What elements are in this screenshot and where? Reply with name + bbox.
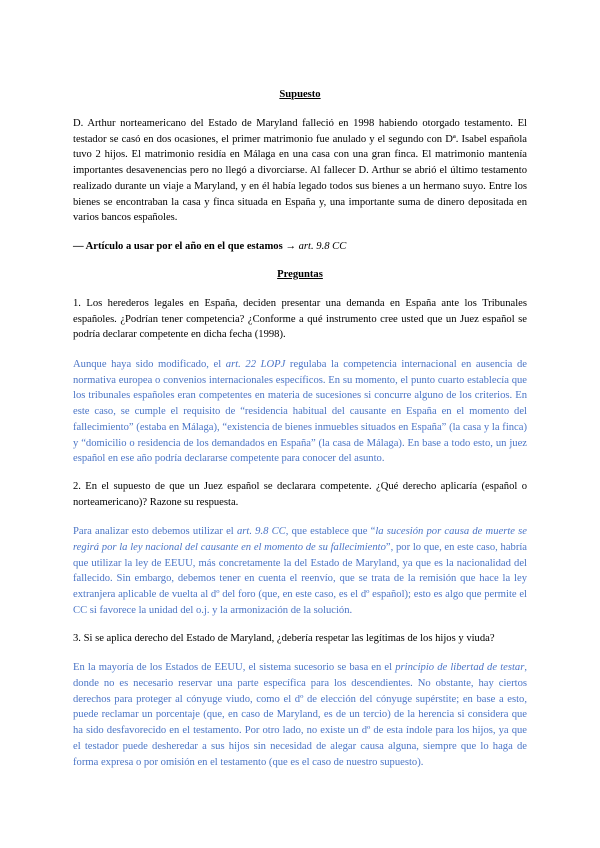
answer-2 bbox=[73, 524, 527, 618]
answer-2-text-c: ”, por lo que, en este caso, habría que utilizar la ley de EEUU, más concretamente la del Estado de Maryland, ya que es la nacionalidad del fallecido. Sin embargo, debemos tener en cuenta el reenvío, que se trata de la remisión que hace la ley extranjera aplicable de vuelta al dº del foro (que, en este caso, es el dº español); esto es algo que permite el CC si favorece la unidad del o.j. y la armonización de la solución. bbox=[73, 542, 528, 616]
answer-3-text-a: En la mayoría de los Estados de EEUU, el sistema sucesorio se basa en el bbox=[73, 662, 396, 674]
answer-1-reference: art. 22 LOPJ bbox=[225, 359, 286, 371]
answer-2-reference: art. 9.8 CC bbox=[236, 526, 286, 538]
question-3: 3. Si se aplica derecho del Estado de Maryland, ¿debería respetar las legítimas de los hijos y viuda? bbox=[73, 632, 495, 644]
answer-1-text-b: regulaba la competencia internacional en ausencia de normativa europea o convenios internacionales específicos. En su momento, el punto cuarto establecía que los tribunales españoles eran competentes en materia de sucesiones si concurre alguno de los criterios. En este caso, se cumple el requisito de “residencia habitual del causante en España en el momento del fallecimiento” (estaba en Málaga), “existencia de bienes inmuebles situados en España” (la casa y la finca) y “domicilio o residencia de los demandados en España” (la casa de Málaga). En base a todo esto, un juez español en ese año podría declararse competente para conocer del asunto. bbox=[73, 359, 527, 465]
answer-2-text-a: Para analizar esto debemos utilizar el bbox=[73, 526, 237, 538]
answer-3-principle: principio de libertad de testar bbox=[395, 662, 525, 674]
question-1: 1. Los herederos legales en España, deciden presentar una demanda en España ante los Tribunales españoles. ¿Podrían tener competencia? ¿Conforme a qué instrumento cree usted que un Juez español se podría declarar competente en dicha fecha (1998). bbox=[73, 297, 527, 341]
article-note-label: — Artículo a usar por el año en el que estamos → bbox=[73, 240, 296, 252]
article-note bbox=[73, 240, 527, 254]
answer-1 bbox=[73, 357, 527, 467]
answer-3-text-b: , donde no es necesario reservar una parte específica para los descendientes. No obstante, hay ciertos derechos para proteger al cónyuge viudo, como el dº de elección del cónyuge supérstite; en base a esto, puede reclamar un porcentaje (que, en caso de Maryland, es de un tercio) de la herencia si considera que ha sido desfavorecido en el testamento. Por otro lado, no existe un dº de esta índole para los hijos, ya que el testador puede desheredar a sus hijos sin necesidad de alegar causa alguna, siempre que lo haga de forma expresa o por omisión en el testamento (que es el caso de nuestro supuesto). bbox=[73, 662, 527, 768]
article-note-ref: art. 9.8 CC bbox=[298, 240, 347, 252]
answer-2-quote: la sucesión por causa de muerte se regirá por la ley nacional del causante en el momento de su fallecimiento bbox=[73, 526, 527, 554]
answer-2-text-b: , que establece que “ bbox=[285, 526, 376, 538]
question-2: 2. En el supuesto de que un Juez español se declarara competente. ¿Qué derecho aplicaría (español o norteamericano)? Razone su respuesta. bbox=[73, 480, 527, 508]
answer-1-text-a: Aunque haya sido modificado, el bbox=[73, 359, 226, 371]
questions-title: Preguntas bbox=[277, 268, 323, 280]
document-title: Supuesto bbox=[279, 89, 321, 100]
case-description: D. Arthur norteamericano del Estado de Maryland falleció en 1998 habiendo otorgado testamento. El testador se casó en dos ocasiones, el primer matrimonio fue anulado y el segundo con Dª. Isabel española tuvo 2 hijos. El matrimonio residía en Málaga en una casa con una gran finca. El matrimonio mantenía importantes desavenencias pero no llegó a divorciarse. Al fallecer D. Arthur se abrió el último testamento realizado durante un viaje a Maryland, y en él había legado todos sus bienes a un hermano suyo. Entre los bienes se encontraban la casa y finca situada en España y, una importante suma de dinero depositada en varios bancos españoles. bbox=[73, 118, 527, 224]
answer-3 bbox=[73, 660, 527, 770]
